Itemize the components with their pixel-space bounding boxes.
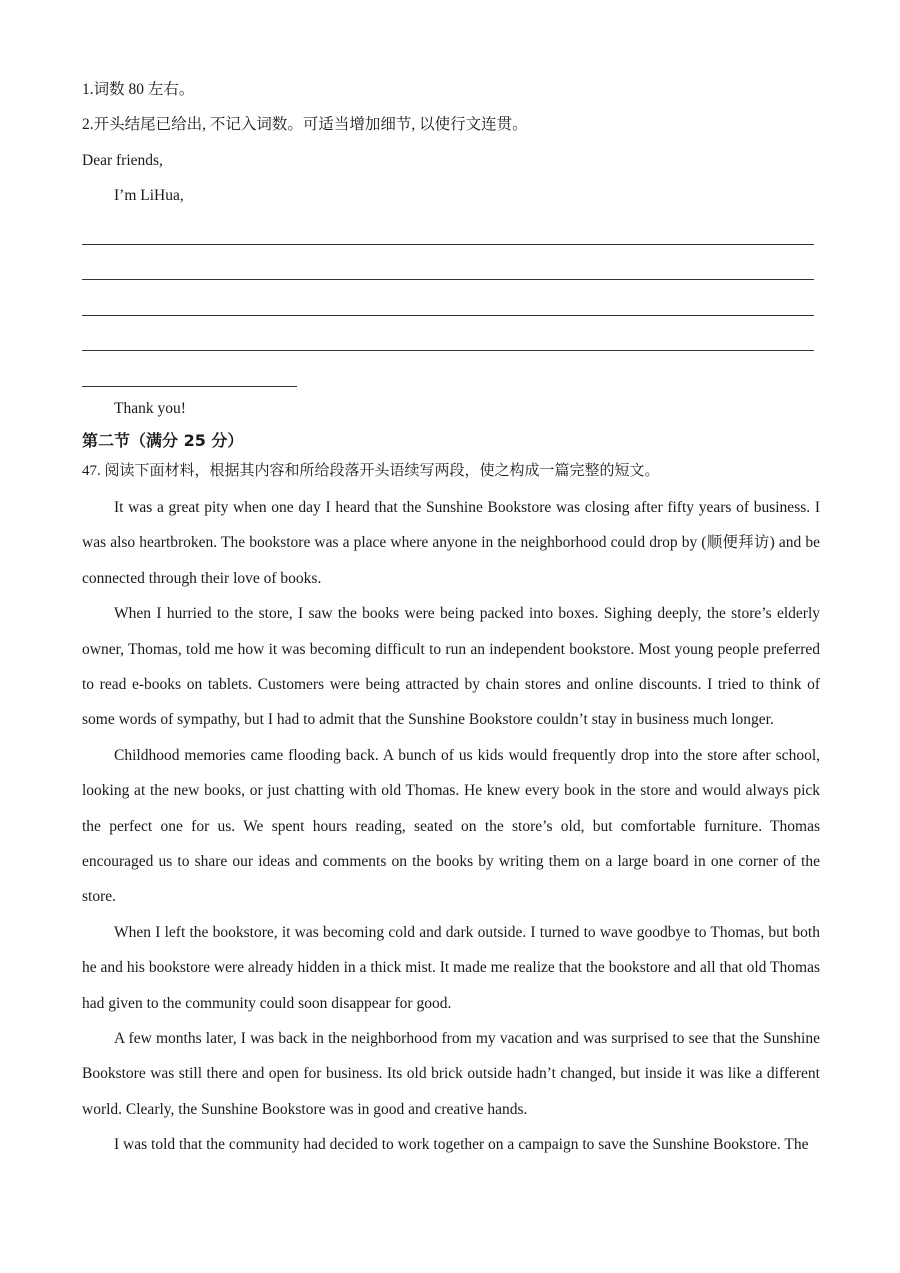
writing-line-4[interactable] <box>82 320 820 355</box>
requirement-1: 1.词数 80 左右。 <box>82 81 195 98</box>
document-page <box>82 72 820 1163</box>
writing-line-1[interactable] <box>82 214 820 249</box>
letter-salutation: Dear friends, <box>82 151 163 169</box>
reading-passage <box>82 490 820 1163</box>
letter-closing: Thank you! <box>114 399 186 417</box>
section-heading: 第二节（满分 25 分） <box>82 430 244 450</box>
task-instruction: 47. 阅读下面材料，根据其内容和所给段落开头语续写两段，使之构成一篇完整的短文。 <box>82 462 660 479</box>
passage-paragraph-3: Childhood memories came flooding back. A bunch of us kids would frequently drop into the store after school, looking at the new books, or just chatting with old Thomas. He knew every book in the store and would always pick the perfect one for us. We spent hours reading, seated on the store’s old, but comfortable furniture. Thomas encouraged us to share our ideas and comments on the books by writing them on a large board in one corner of the store. <box>82 746 820 906</box>
letter-opening: I’m LiHua, <box>114 187 184 205</box>
passage-paragraph-2: When I hurried to the store, I saw the books were being packed into boxes. Sighing deeply, the store’s elderly owner, Thomas, told me how it was becoming difficult to run an independent bookstore. Most young people preferred to read e-books on tablets. Customers were being attracted by chain stores and online discounts. I tried to think of some words of sympathy, but I had to admit that the Sunshine Bookstore couldn’t stay in business much longer. <box>82 605 820 729</box>
passage-paragraph-4: When I left the bookstore, it was becoming cold and dark outside. I turned to wave goodbye to Thomas, but both he and his bookstore were already hidden in a thick mist. It made me realize that the bookstore and all that old Thomas had given to the community could soon disappear for good. <box>82 923 820 1012</box>
writing-line-2[interactable] <box>82 249 820 284</box>
passage-paragraph-1: It was a great pity when one day I heard that the Sunshine Bookstore was closing after fifty years of business. I was also heartbroken. The bookstore was a place where anyone in the neighborhood could drop by (顺便拜访) and be connected through their love of books. <box>82 498 820 587</box>
requirement-2: 2.开头结尾已给出, 不记入词数。可适当增加细节, 以使行文连贯。 <box>82 116 528 134</box>
passage-paragraph-5: A few months later, I was back in the neighborhood from my vacation and was surprised to see that the Sunshine Bookstore was still there and open for business. Its old brick outside hadn’t changed, but inside it was like a different world. Clearly, the Sunshine Bookstore was in good and creative hands. <box>82 1030 820 1118</box>
writing-line-5[interactable] <box>82 355 820 390</box>
passage-paragraph-6: I was told that the community had decided to work together on a campaign to save the Sunshine Bookstore. The <box>114 1136 809 1154</box>
writing-line-3[interactable] <box>82 284 820 319</box>
